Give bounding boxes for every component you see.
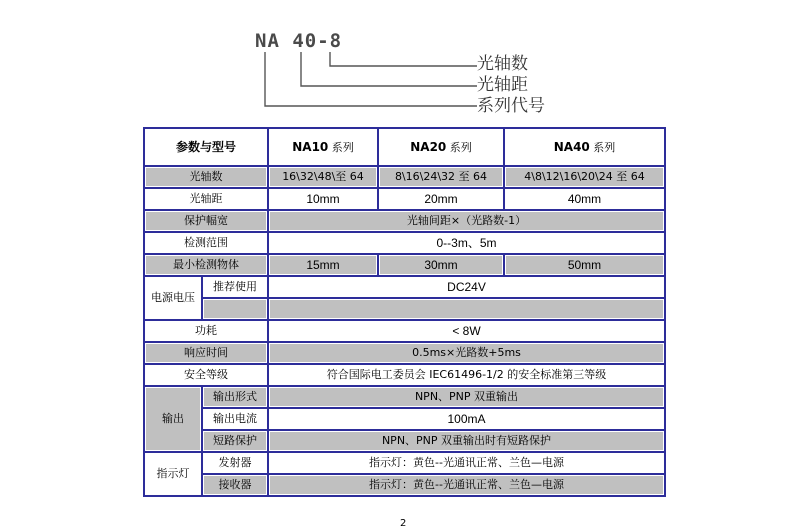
- model-code-diagram: [255, 30, 575, 120]
- spec-table: [143, 127, 666, 497]
- header-series-na40: NA40 系列: [504, 128, 665, 166]
- page-number: 2: [400, 518, 407, 529]
- row-label: 保护幅宽: [144, 210, 268, 232]
- cell-value: 10mm: [268, 188, 378, 210]
- row-label: 接收器: [202, 474, 268, 496]
- row-label: 光轴数: [144, 166, 268, 188]
- header-series-na20: NA20 系列: [378, 128, 504, 166]
- row-label: 输出形式: [202, 386, 268, 408]
- table-header-row: [144, 128, 665, 166]
- cell-value: 符合国际电工委员会 IEC61496-1/2 的安全标准第三等级: [268, 364, 665, 386]
- cell-value: 0--3m、5m: [268, 232, 665, 254]
- group-label-power: 电源电压: [144, 276, 202, 320]
- cell-value: 15mm: [268, 254, 378, 276]
- table-row: [144, 452, 665, 474]
- row-label: 推荐使用: [202, 276, 268, 298]
- row-label: 最小检测物体: [144, 254, 268, 276]
- table-row: [144, 298, 665, 320]
- table-row: [144, 210, 665, 232]
- cell-value: NPN、PNP 双重输出: [268, 386, 665, 408]
- cell-value: DC24V: [268, 276, 665, 298]
- table-row: [144, 386, 665, 408]
- label-series-code: 系列代号: [477, 96, 545, 116]
- label-axis-count: 光轴数: [477, 54, 528, 74]
- cell-value: 指示灯：黄色--光通讯正常、兰色—电源: [268, 452, 665, 474]
- table-row: [144, 166, 665, 188]
- cell-value: 50mm: [504, 254, 665, 276]
- row-label: 检测范围: [144, 232, 268, 254]
- cell-value: 40mm: [504, 188, 665, 210]
- cell-value: 30mm: [378, 254, 504, 276]
- table-row: [144, 276, 665, 298]
- row-label: 安全等级: [144, 364, 268, 386]
- table-row: [144, 342, 665, 364]
- row-label: 光轴距: [144, 188, 268, 210]
- cell-value: NPN、PNP 双重输出时有短路保护: [268, 430, 665, 452]
- table-row: [144, 254, 665, 276]
- label-axis-pitch: 光轴距: [477, 75, 528, 95]
- cell-value: 光轴间距×（光路数-1）: [268, 210, 665, 232]
- cell-value: 16\32\48\至 64: [268, 166, 378, 188]
- group-label-output: 输出: [144, 386, 202, 452]
- row-label-empty: [202, 298, 268, 320]
- cell-value: 100mA: [268, 408, 665, 430]
- table-row: [144, 474, 665, 496]
- row-label: 发射器: [202, 452, 268, 474]
- table-row: [144, 232, 665, 254]
- row-label: 短路保护: [202, 430, 268, 452]
- table-row: [144, 408, 665, 430]
- cell-value: 指示灯：黄色--光通讯正常、兰色—电源: [268, 474, 665, 496]
- cell-value: 20mm: [378, 188, 504, 210]
- header-series-na10: NA10 系列: [268, 128, 378, 166]
- cell-value: 4\8\12\16\20\24 至 64: [504, 166, 665, 188]
- cell-value: 0.5ms×光路数+5ms: [268, 342, 665, 364]
- row-label: 响应时间: [144, 342, 268, 364]
- row-label: 输出电流: [202, 408, 268, 430]
- cell-value: < 8W: [268, 320, 665, 342]
- header-param: 参数与型号: [144, 128, 268, 166]
- table-row: [144, 430, 665, 452]
- table-row: [144, 320, 665, 342]
- row-label: 功耗: [144, 320, 268, 342]
- cell-value: 8\16\24\32 至 64: [378, 166, 504, 188]
- group-label-indicator: 指示灯: [144, 452, 202, 496]
- model-code: NA 40-8: [255, 30, 343, 52]
- table-row: [144, 364, 665, 386]
- table-row: [144, 188, 665, 210]
- cell-value-empty: [268, 298, 665, 320]
